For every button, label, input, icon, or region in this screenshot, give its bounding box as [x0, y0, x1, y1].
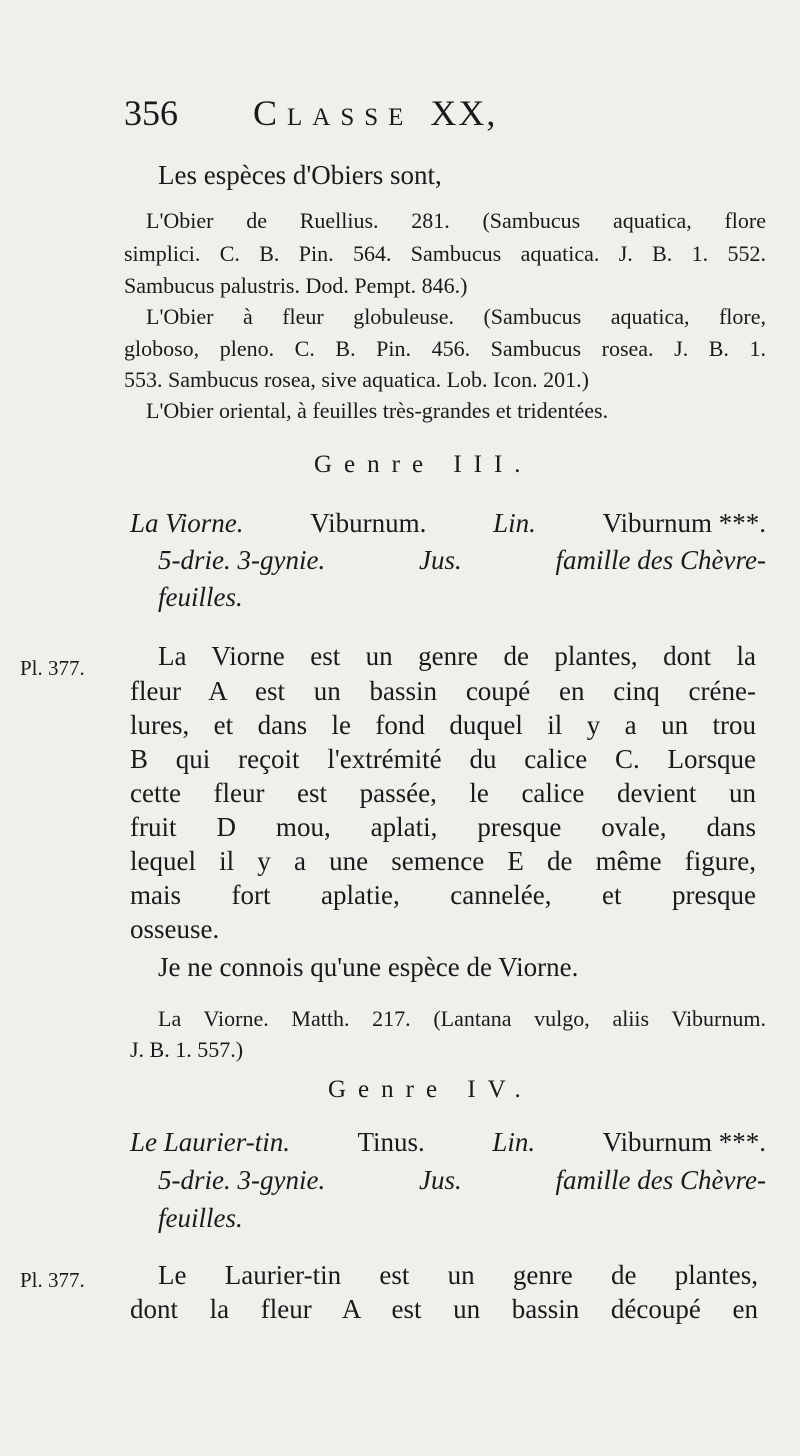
genus-title: [130, 508, 766, 539]
desc-line: La Viorne est un genre de plantes, dont la: [158, 641, 756, 671]
genus-french-name: La Viorne.: [130, 508, 244, 538]
jussieu-ref: Jus.: [419, 545, 462, 575]
species-line: La Viorne. Matth. 217. (Lantana vulgo, aliis Viburnum.: [158, 1006, 766, 1031]
species-line: L'Obier de Ruellius. 281. (Sambucus aquatica, flore: [146, 208, 766, 233]
classification: 5-drie. 3-gynie.: [158, 1165, 326, 1195]
desc-line: fleur A est un bassin coupé en cinq créne-: [130, 676, 756, 706]
species-line: L'Obier à fleur globuleuse. (Sambucus aquatica, flore,: [146, 304, 766, 329]
desc-line: lequel il y a une semence E de même figure,: [130, 846, 756, 876]
genus-classification-cont: feuilles.: [158, 582, 243, 612]
species-line: simplici. C. B. Pin. 564. Sambucus aquatica. J. B. 1. 552.: [124, 241, 766, 266]
species-line: J. B. 1. 557.): [130, 1037, 244, 1062]
genus-latin-name-2: Viburnum ***.: [602, 1127, 766, 1157]
species-line: L'Obier oriental, à feuilles très-grandes et tridentées.: [146, 398, 609, 423]
genus-latin-name: Viburnum.: [310, 508, 427, 538]
desc-line: fruit D mou, aplati, presque ovale, dans: [130, 812, 756, 842]
linnaeus-ref: Lin.: [493, 508, 536, 538]
section-heading: Genre III.: [314, 451, 533, 478]
genus-classification-cont: feuilles.: [158, 1203, 243, 1233]
species-intro: Je ne connois qu'une espèce de Viorne.: [158, 952, 579, 982]
page-number: 356: [124, 93, 178, 133]
classification: 5-drie. 3-gynie.: [158, 545, 326, 575]
desc-line: B qui reçoit l'extrémité du calice C. Lorsque: [130, 744, 756, 774]
desc-line: osseuse.: [130, 914, 220, 944]
jussieu-ref: Jus.: [419, 1165, 462, 1195]
famille: famille des Chèvre-: [555, 545, 766, 575]
species-line: globoso, pleno. C. B. Pin. 456. Sambucus rosea. J. B. 1.: [124, 336, 766, 361]
genus-title: [130, 1127, 766, 1158]
header-classe: Classe: [253, 93, 414, 133]
species-line: Sambucus palustris. Dod. Pempt. 846.): [124, 273, 468, 298]
desc-line: dont la fleur A est un bassin découpé en: [130, 1294, 758, 1324]
species-line: 553. Sambucus rosea, sive aquatica. Lob. Icon. 201.): [124, 367, 589, 392]
header-roman-numeral: XX,: [430, 93, 498, 133]
obier-intro: Les espèces d'Obiers sont,: [158, 160, 442, 190]
running-header: [124, 92, 497, 134]
section-heading: Genre IV.: [328, 1076, 533, 1103]
genus-latin-name: Tinus.: [357, 1127, 425, 1157]
genus-latin-name-2: Viburnum ***.: [602, 508, 766, 538]
desc-line: mais fort aplatie, cannelée, et presque: [130, 880, 756, 910]
desc-line: Le Laurier-tin est un genre de plantes,: [158, 1260, 758, 1290]
desc-line: lures, et dans le fond duquel il y a un trou: [130, 710, 756, 740]
plate-reference: Pl. 377.: [20, 656, 85, 680]
plate-reference: Pl. 377.: [20, 1268, 85, 1292]
linnaeus-ref: Lin.: [492, 1127, 536, 1157]
genus-classification: [158, 545, 766, 576]
genus-classification: [158, 1165, 766, 1196]
famille: famille des Chèvre-: [555, 1165, 766, 1195]
genus-french-name: Le Laurier-tin.: [130, 1127, 290, 1157]
desc-line: cette fleur est passée, le calice devient un: [130, 778, 756, 808]
